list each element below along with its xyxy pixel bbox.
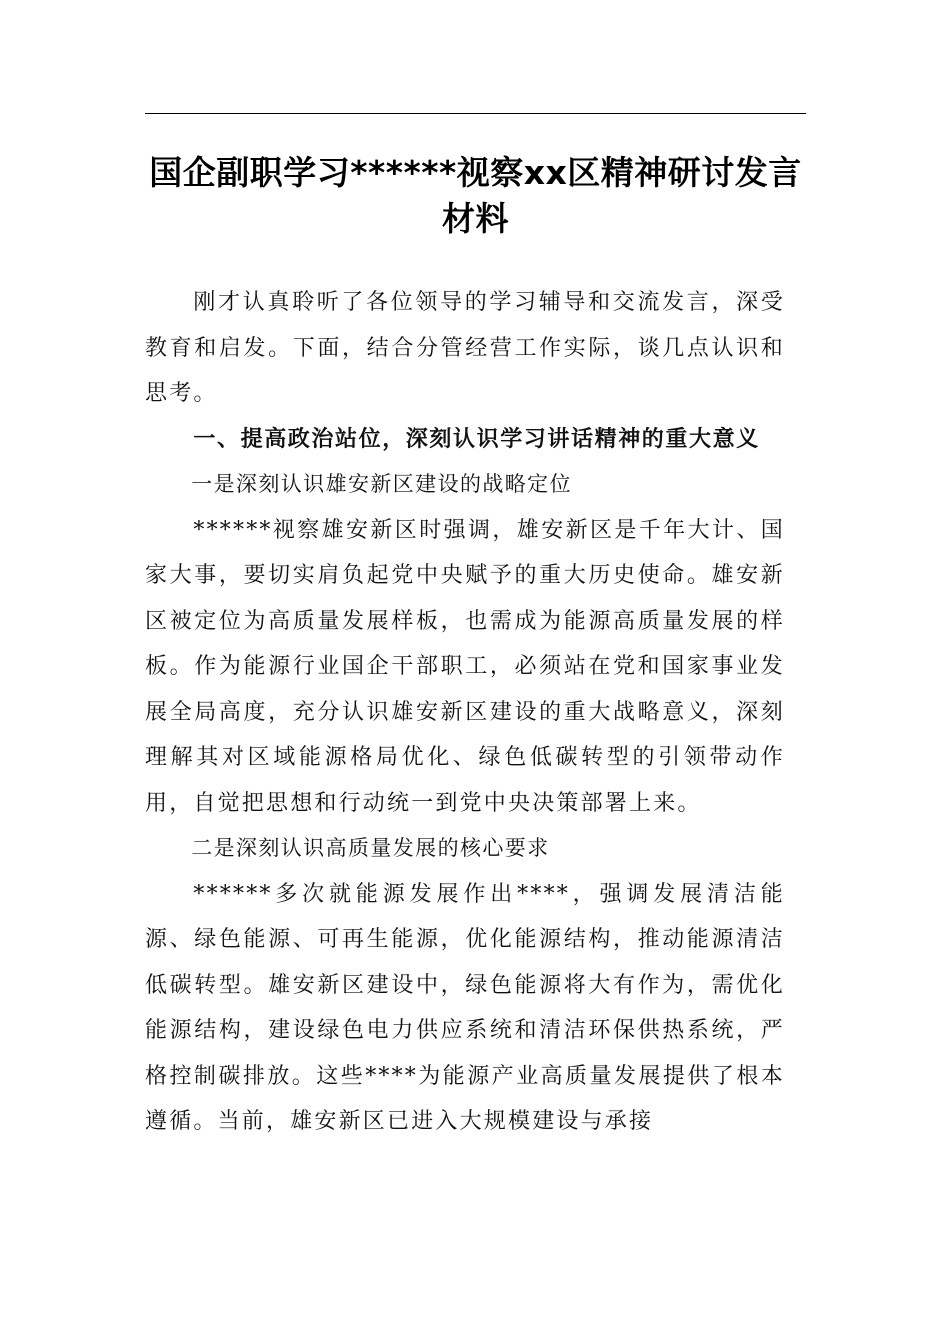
document-body bbox=[145, 280, 785, 1145]
document-title: 国企副职学习******视察xx区精神研讨发言材料 bbox=[149, 153, 802, 238]
body-paragraph-1: ******视察雄安新区时强调，雄安新区是千年大计、国家大事，要切实肩负起党中央赋予的重大历史使命。雄安新区被定位为高质量发展样板，也需成为能源高质量发展的样板。作为能源行业国企干部职工，必须站在党和国家事业发展全局高度，充分认识雄安新区建设的重大战略意义，深刻理解其对区域能源格局优化、绿色低碳转型的引领带动作用，自觉把思想和行动统一到党中央决策部署上来。 bbox=[145, 517, 785, 816]
subheading-2: 二是深刻认识高质量发展的核心要求 bbox=[191, 836, 550, 860]
header-rule bbox=[145, 113, 806, 114]
intro-paragraph: 刚才认真聆听了各位领导的学习辅导和交流发言，深受教育和启发。下面，结合分管经营工作实际，谈几点认识和思考。 bbox=[145, 290, 785, 406]
subheading-1: 一是深刻认识雄安新区建设的战略定位 bbox=[191, 472, 572, 496]
body-paragraph-2: ******多次就能源发展作出****，强调发展清洁能源、绿色能源、可再生能源，优化能源结构，推动能源清洁低碳转型。雄安新区建设中，绿色能源将大有作为，需优化能源结构，建设绿色电力供应系统和清洁环保供热系统，严格控制碳排放。这些****为能源产业高质量发展提供了根本遵循。当前，雄安新区已进入大规模建设与承接 bbox=[145, 881, 785, 1134]
section-heading-1: 一、提高政治站位，深刻认识学习讲话精神的重大意义 bbox=[193, 426, 760, 452]
